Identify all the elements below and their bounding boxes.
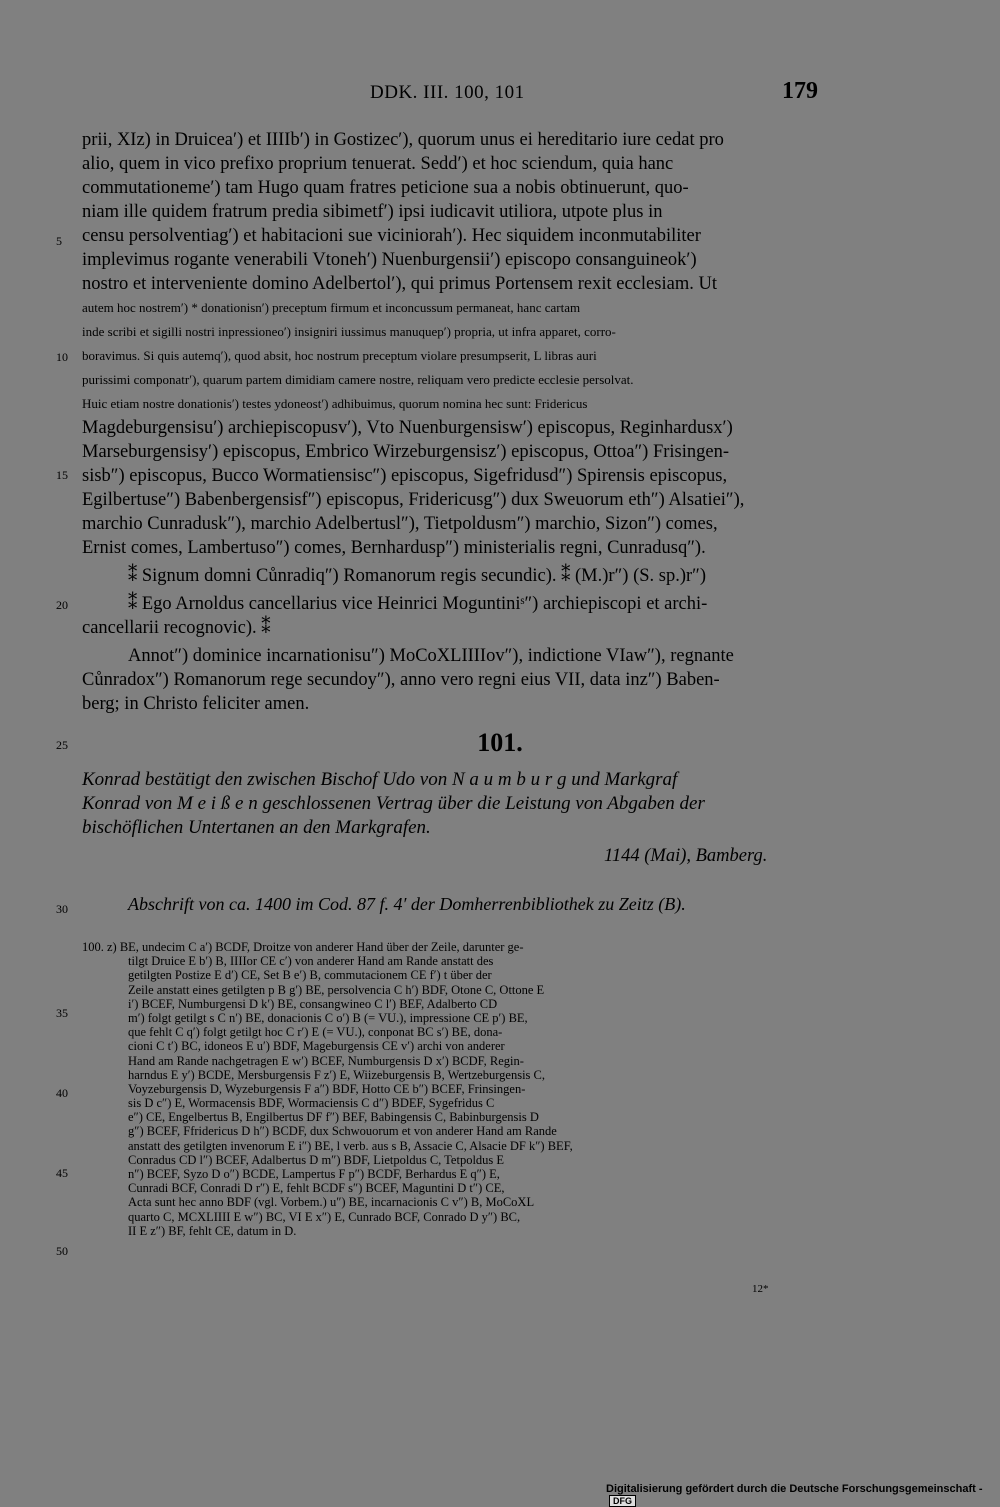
line-number: 10 <box>56 350 68 364</box>
body-line: prii, XIz) in Druicea′) et IIIIb′) in Gostizec′), quorum unus ei hereditario iure cedat pro <box>82 130 724 150</box>
note-line: g″) BCEF, Ffridericus D h″) BCDF, dux Schwouorum et von anderer Hand am Rande <box>128 1124 557 1139</box>
line-number: 5 <box>56 234 62 248</box>
document-date: 1144 (Mai), Bamberg. <box>604 846 768 866</box>
note-line: Acta sunt hec anno BDF (vgl. Vorbem.) u″) BE, incarnacionis C v″) B, MoCoXL <box>128 1195 535 1210</box>
note-line: quarto C, MCXLIIII E w″) BC, VI E x″) E, Cunrado BCF, Conrado D y″) BC, <box>128 1209 521 1224</box>
dating-line: Annot″) dominice incarnationisu″) MoCoXLIIIIov″), indictione VIaw″), regnante <box>128 646 734 666</box>
regest-line: Konrad von M e i ß e n geschlossenen Vertrag über die Leistung von Abgaben der <box>82 793 705 814</box>
note-line: i′) BCEF, Numburgensi D k′) BE, consangwineo C l′) BEF, Adalberto CD <box>128 996 498 1011</box>
body-line: alio, quem in vico prefixo proprium tenuerat. Sedd′) et hoc sciendum, quia hanc <box>82 154 674 174</box>
note-line: sis D c″) E, Wormacensis BDF, Wormaciensis C d″) BDEF, Sygefridus C <box>128 1096 495 1111</box>
note-line: Hand am Rande nachgetragen E w′) BCEF, Numburgensis D x′) BCDF, Regin- <box>128 1053 524 1068</box>
body-line: Magdeburgensisu′) archiepiscopusv′), Vto Nuenburgensisw′) episcopus, Reginhardusx′) <box>82 418 733 438</box>
dating-line: Cůnradox″) Romanorum rege secundoy″), anno vero regni eius VII, data inz″) Baben- <box>82 670 720 690</box>
regest <box>82 768 822 840</box>
note-line: anstatt des getilgten invenorum E i″) BE, l verb. aus s B, Assacie C, Alsacie DF k″) BEF, <box>128 1138 573 1153</box>
note-line: que fehlt C q′) folgt getilgt hoc C r′) E (= VU.), conponat BC s′) BE, dona- <box>128 1025 503 1040</box>
body-line: sisb″) episcopus, Bucco Wormatiensisc″) episcopus, Sigefridusd″) Spirensis episcopus, <box>82 466 728 486</box>
note-line: harndus E y′) BCDE, Mersburgensis F z′) E, Wiizeburgensis B, Wertzeburgensis C, <box>128 1067 545 1082</box>
regest-line: bischöflichen Untertanen an den Markgrafen. <box>82 817 431 838</box>
body-line: autem hoc nostrem′) * donationisn′) preceptum firmum et inconcussum permaneat, hanc cartam <box>82 300 581 315</box>
line-number: 40 <box>56 1086 68 1100</box>
body-line: Egilbertuse″) Babenbergensisf″) episcopus, Fridericusg″) dux Sweuorum eth″) Alsatiei″), <box>82 490 745 510</box>
line-number: 50 <box>56 1244 68 1258</box>
line-number: 35 <box>56 1006 68 1020</box>
body-line: censu persolventiag′) et habitacioni sue viciniorah′). Hec siquidem inconmutabiliter <box>82 226 701 246</box>
line-number: 20 <box>56 598 68 612</box>
body-line: Marseburgensisy′) episcopus, Embrico Wirzeburgensisz′) episcopus, Ottoa″) Frisingen- <box>82 442 730 462</box>
note-line: m′) folgt getilgt s C n′) BE, donacionis C o′) B (= VU.), impressione CE p′) BE, <box>128 1010 528 1025</box>
dfg-credit-text: Digitalisierung gefördert durch die Deutsche Forschungsgemeinschaft - <box>606 1483 983 1495</box>
line-number: 45 <box>56 1166 68 1180</box>
line-number: 25 <box>56 738 68 752</box>
note-line: e″) CE, Engelbertus B, Engilbertus DF f″) BEF, Babingensis C, Babinburgensis D <box>128 1110 539 1125</box>
note-line: Zeile anstatt eines getilgten p B g′) BE, persolvencia C h′) BDF, Otone C, Ottone E <box>128 982 545 997</box>
dfg-logo: DFG <box>609 1495 636 1507</box>
dating-line: berg; in Christo feliciter amen. <box>82 694 310 714</box>
body-line: commutationeme′) tam Hugo quam fratres peticione sua a nobis obtinuerunt, quo- <box>82 178 689 198</box>
body-line: Huic etiam nostre donationis′) testes ydoneost′) adhibuimus, quorum nomina hec sunt: Fridericus <box>82 396 588 411</box>
note-line: Cunradi BCF, Conradi D r″) E, fehlt BCDF s″) BCEF, Maguntini D t″) CE, <box>128 1181 505 1196</box>
note-line: cioni C t′) BC, idoneos E u′) BDF, Mageburgensis CE v′) archi von anderer <box>128 1039 505 1054</box>
body-line: inde scribi et sigilli nostri inpressioneo′) insigniri iussimus manuquep′) propria, ut infra apparet, corro- <box>82 324 616 339</box>
body-line: purissimi componatr′), quarum partem dimidiam camere nostre, reliquam vero predicte ecclesie persolvat. <box>82 372 634 387</box>
signature-mark: 12* <box>752 1283 769 1295</box>
document-number: 101. <box>477 728 523 757</box>
apparatus-notes <box>82 940 822 1238</box>
body-line: Ernist comes, Lambertuso″) comes, Bernhardusp″) ministerialis regni, Cunradusq″). <box>82 538 706 558</box>
note-line: getilgten Postize E d′) CE, Set B e′) B, commutacionem CE f′) t über der <box>128 968 492 983</box>
line-number: 30 <box>56 902 68 916</box>
body-line: niam ille quidem fratrum predia sibimetf′) ipsi iudicavit utiliora, utpote plus in <box>82 202 663 222</box>
recognition-line: cancellarii recognovic). ⁑ <box>82 618 271 638</box>
note-line: Voyzeburgensis D, Wyzeburgensis F a″) BDF, Hotto CE b″) BCEF, Frinsingen- <box>128 1081 526 1096</box>
body-line: marchio Cunradusk″), marchio Adelbertusl″), Tietpoldusm″) marchio, Sizon″) comes, <box>82 514 718 534</box>
line-number: 15 <box>56 468 68 482</box>
dfg-credit <box>606 1483 1000 1507</box>
note-line: II E z″) BF, fehlt CE, datum in D. <box>128 1223 297 1238</box>
note-line: tilgt Druice E b′) B, IIIIor CE c′) von anderer Hand am Rande anstatt des <box>128 954 494 969</box>
recognition-line: ⁑ Ego Arnoldus cancellarius vice Heinrici Moguntiniˢ″) archiepiscopi et archi- <box>128 594 708 614</box>
signum-line: ⁑ Signum domni Cůnradiq″) Romanorum regis secundic). ⁑ (M.)r″) (S. sp.)r″) <box>128 566 707 586</box>
page-number: 179 <box>782 78 818 104</box>
body-line: nostro et interveniente domino Adelbertol′), qui primus Portensem rexit ecclesiam. Ut <box>82 274 717 294</box>
note-line: n″) BCEF, Syzo D o″) BCDE, Lampertus F p″) BCDF, Berhardus E q″) E, <box>128 1167 500 1181</box>
note-line: 100. z) BE, undecim C a′) BCDF, Droitze von anderer Hand über der Zeile, darunter ge- <box>82 940 524 954</box>
running-header: DDK. III. 100, 101 <box>370 82 525 103</box>
note-line: Conradus CD l″) BCEF, Adalbertus D m″) BDF, Lietpoldus C, Tetpoldus E <box>128 1152 505 1167</box>
body-line: implevimus rogante venerabili Vtoneh′) Nuenburgensii′) episcopo consanguineok′) <box>82 250 697 270</box>
source-note: Abschrift von ca. 1400 im Cod. 87 f. 4′ der Domherrenbibliothek zu Zeitz (B). <box>128 894 686 914</box>
body-line: boravimus. Si quis autemq′), quod absit, hoc nostrum preceptum violare presumpserit, L libras auri <box>82 348 597 363</box>
regest-line: Konrad bestätigt den zwischen Bischof Udo von N a u m b u r g und Markgraf <box>82 769 678 790</box>
